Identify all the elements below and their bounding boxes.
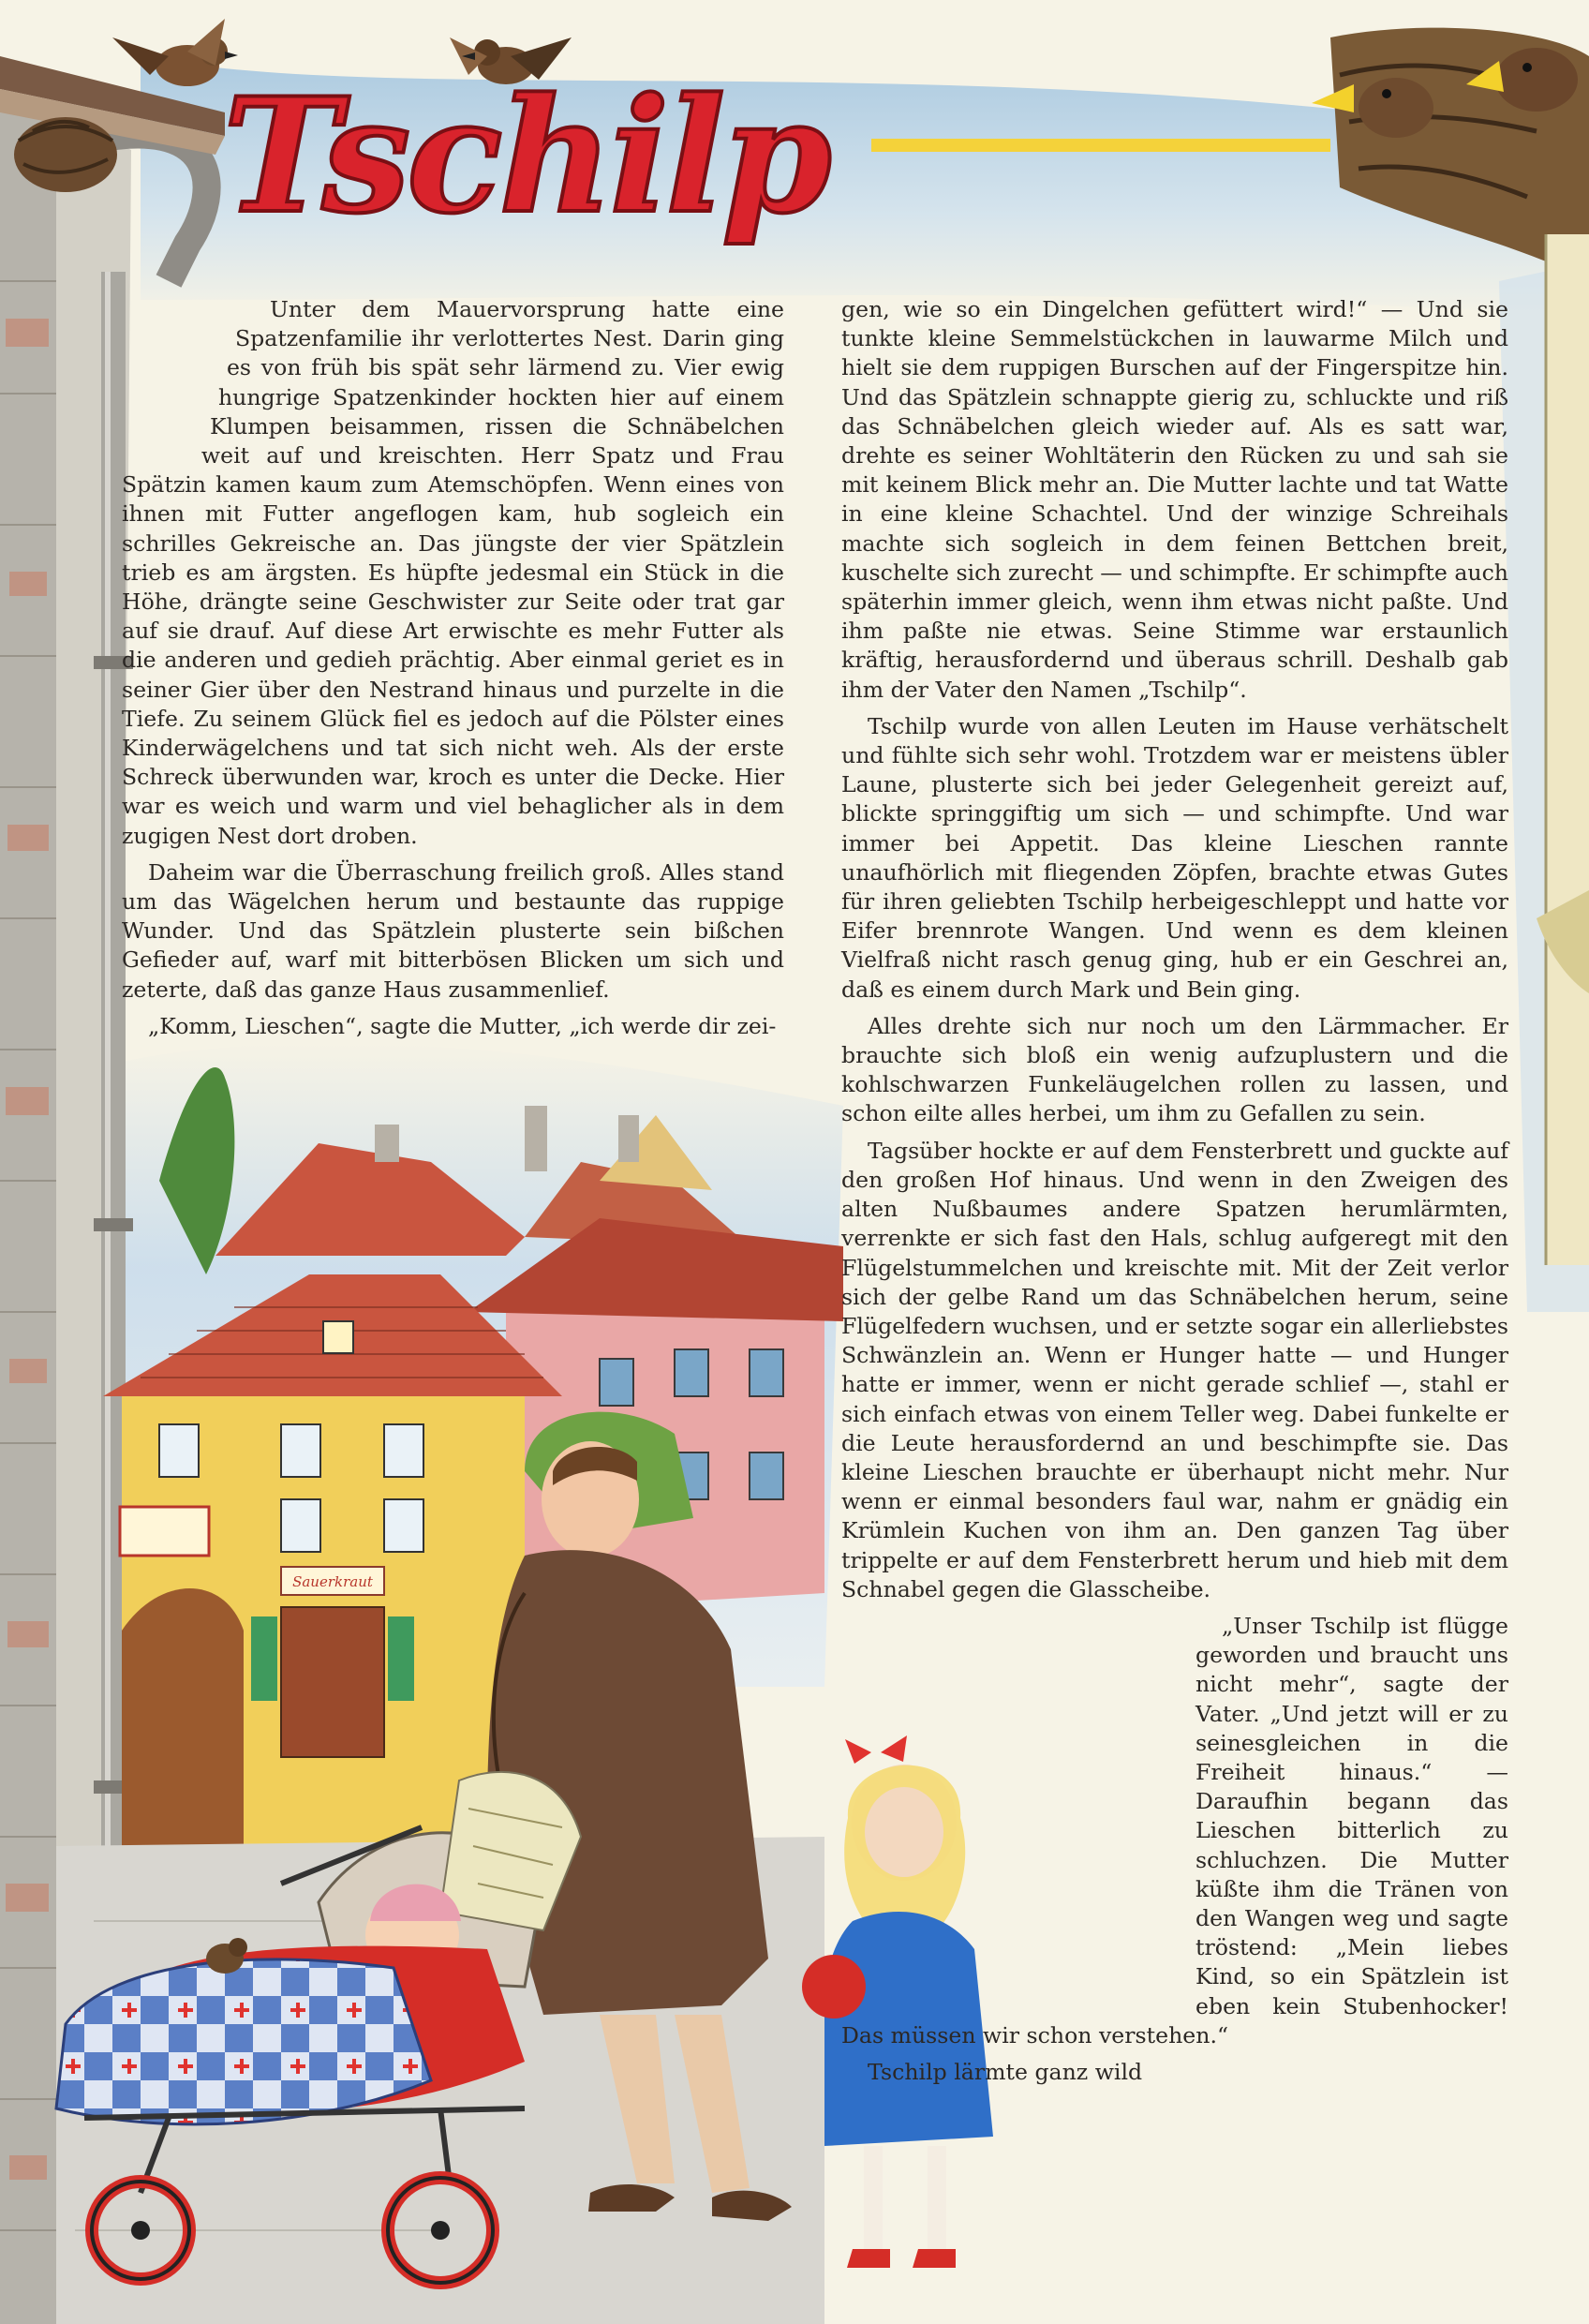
article-column-left [122,295,784,1049]
paragraph: „Komm, Lieschen“, sagte die Mutter, „ich werde dir zei- [148,1012,777,1039]
paragraph: gen, wie so ein Dingelchen gefüttert wird!“ — Und sie tunkte kleine Semmelstückchen in lauwarme Milch und hielt sie dem ruppigen Burschen auf der Fingerspitze hin. Und das Spätzlein schnappte gierig zu, schluckte und riß das Schnäbelchen gleich wieder auf. Als es satt war, drehte es seiner Wohltäterin den Rücken zu und sah sie mit keinem Blick mehr an. Die Mutter lachte und tat Watte in eine kleine Schachtel. Und der winzige Schreihals machte sich sogleich in dem feinen Bettchen breit, kuschelte sich zurecht — und schimpfte. Er schimpfte auch späterhin immer gleich, wenn ihm etwas nicht paßte. Und ihm paßte nie etwas. Seine Stimme war erstaunlich kräftig, herausfordernd und überaus schrill. Deshalb gab ihm der Vater den Namen „Tschilp“. [841,296,1508,703]
shop-sign: Sauerkraut [292,1573,373,1590]
paragraph: Tagsüber hockte er auf dem Fensterbrett und guckte auf den großen Hof hinaus. Und wenn in den Zweigen des alten Nußbaumes andere Spatzen herumlärmten, verrenkte er sich fast den Hals, schlug aufgeregt mit den Flügelstummelchen und kreischte mit. Mit der Zeit verlor sich der gelbe Rand um das Schnäbelchen herum, seine Flügelfedern wuchsen, und er setzte sogar ein allerliebstes Schwänzlein an. Wenn er Hunger hatte — und Hunger hatte er immer, wenn er nicht gerade schlief —, stahl er sich einfach etwas von einem Teller weg. Dabei funkelte er die Leute herausfordernd an und beschimpfte sie. Das kleine Lieschen brauchte er überhaupt nicht mehr. Nur wenn er einmal besonders faul war, nahm er gnädig ein Krümlein Kuchen von ihm an. Den ganzen Tag über trippelte er auf dem Fensterbrett herum und hieb mit dem Schnabel gegen die Glasscheibe. [841,1137,1508,1602]
article-column-right [841,295,1508,2094]
paragraph: Daheim war die Überraschung freilich groß. Alles stand um das Wägelchen herum und bestaunte das ruppige Wunder. Und das Spätzlein plusterte sein bißchen Gefieder auf, warf mit bitterbösen Blicken um sich und zeterte, daß das ganze Haus zusammenlief. [122,858,784,1003]
paragraph: Tschilp lärmte ganz wild [868,2058,1143,2085]
paragraph: Alles drehte sich nur noch um den Lärmmacher. Er brauchte sich bloß ein wenig aufzuplustern und die kohlschwarzen Funkeläugelchen rollen zu lassen, und schon eilte alles herbei, um ihm zu Gefallen zu sein. [841,1012,1508,1127]
title: Tschilp [223,63,828,248]
paragraph: Tschilp wurde von allen Leuten im Hause verhätschelt und fühlte sich sehr wohl. Trotzdem war er meistens übler Laune, plusterte sich bei jeder Gelegenheit gereizt auf, blickte springgiftig um sich — und schimpfte. Und war immer bei Appetit. Das kleine Lieschen rannte unaufhörlich mit fliegenden Zöpfen, brachte etwas Gutes für ihren geliebten Tschilp herbeigeschleppt und hatte vor Eifer brennrote Wangen. Und wenn es dem kleinen Vielfraß nicht rasch genug ging, hub er ein Geschrei an, daß es einem durch Mark und Bein ging. [841,712,1508,1003]
nest-left [14,117,117,192]
paragraph: „Unser Tschilp ist flügge geworden und braucht uns nicht mehr“, sagte der Vater. „Und jetzt will er zu seinesgleichen in die Freiheit hinaus.“ — Daraufhin begann das Lieschen bitterlich zu schluchzen. Die Mutter küßte ihm die Tränen von den Wangen weg und sagte tröstend: „Mein liebes Kind, so ein Spätzlein ist eben kein Stubenhocker! Das müssen wir schon verstehen.“ [841,1612,1508,2048]
wrap-spacer [841,1612,1195,2015]
paragraph: Unter dem Mauervorsprung hatte eine Spatzenfamilie ihr verlottertes Nest. Darin ging es von früh bis spät sehr lärmend zu. Vier ewig hungrige Spatzenkinder hockten hier auf einem Klumpen beisammen, rissen die Schnäbelchen weit auf und kreischten. Herr Spatz und Frau Spätzin kamen kaum zum Atemschöpfen. Wenn eines von ihnen mit Futter angeflogen kam, hub sogleich ein schrilles Gekreische an. Das jüngste der vier Spätzlein trieb es am ärgsten. Es hüpfte jedesmal ein Stück in die Höhe, drängte seine Geschwister zur Seite oder trat gar auf sie drauf. Auf diese Art erwischte es mehr Futter als die anderen und gedieh prächtig. Aber einmal geriet es in seiner Gier über den Nestrand hinaus und purzelte in die Tiefe. Zu seinem Glück fiel es jedoch auf die Pölster eines Kinderwägelchens und tat sich nicht weh. Als der erste Schreck überwunden war, kroch es unter die Decke. Hier war es weich und warm und viel behaglicher als in dem zugigen Nest dort droben. [122,296,784,849]
